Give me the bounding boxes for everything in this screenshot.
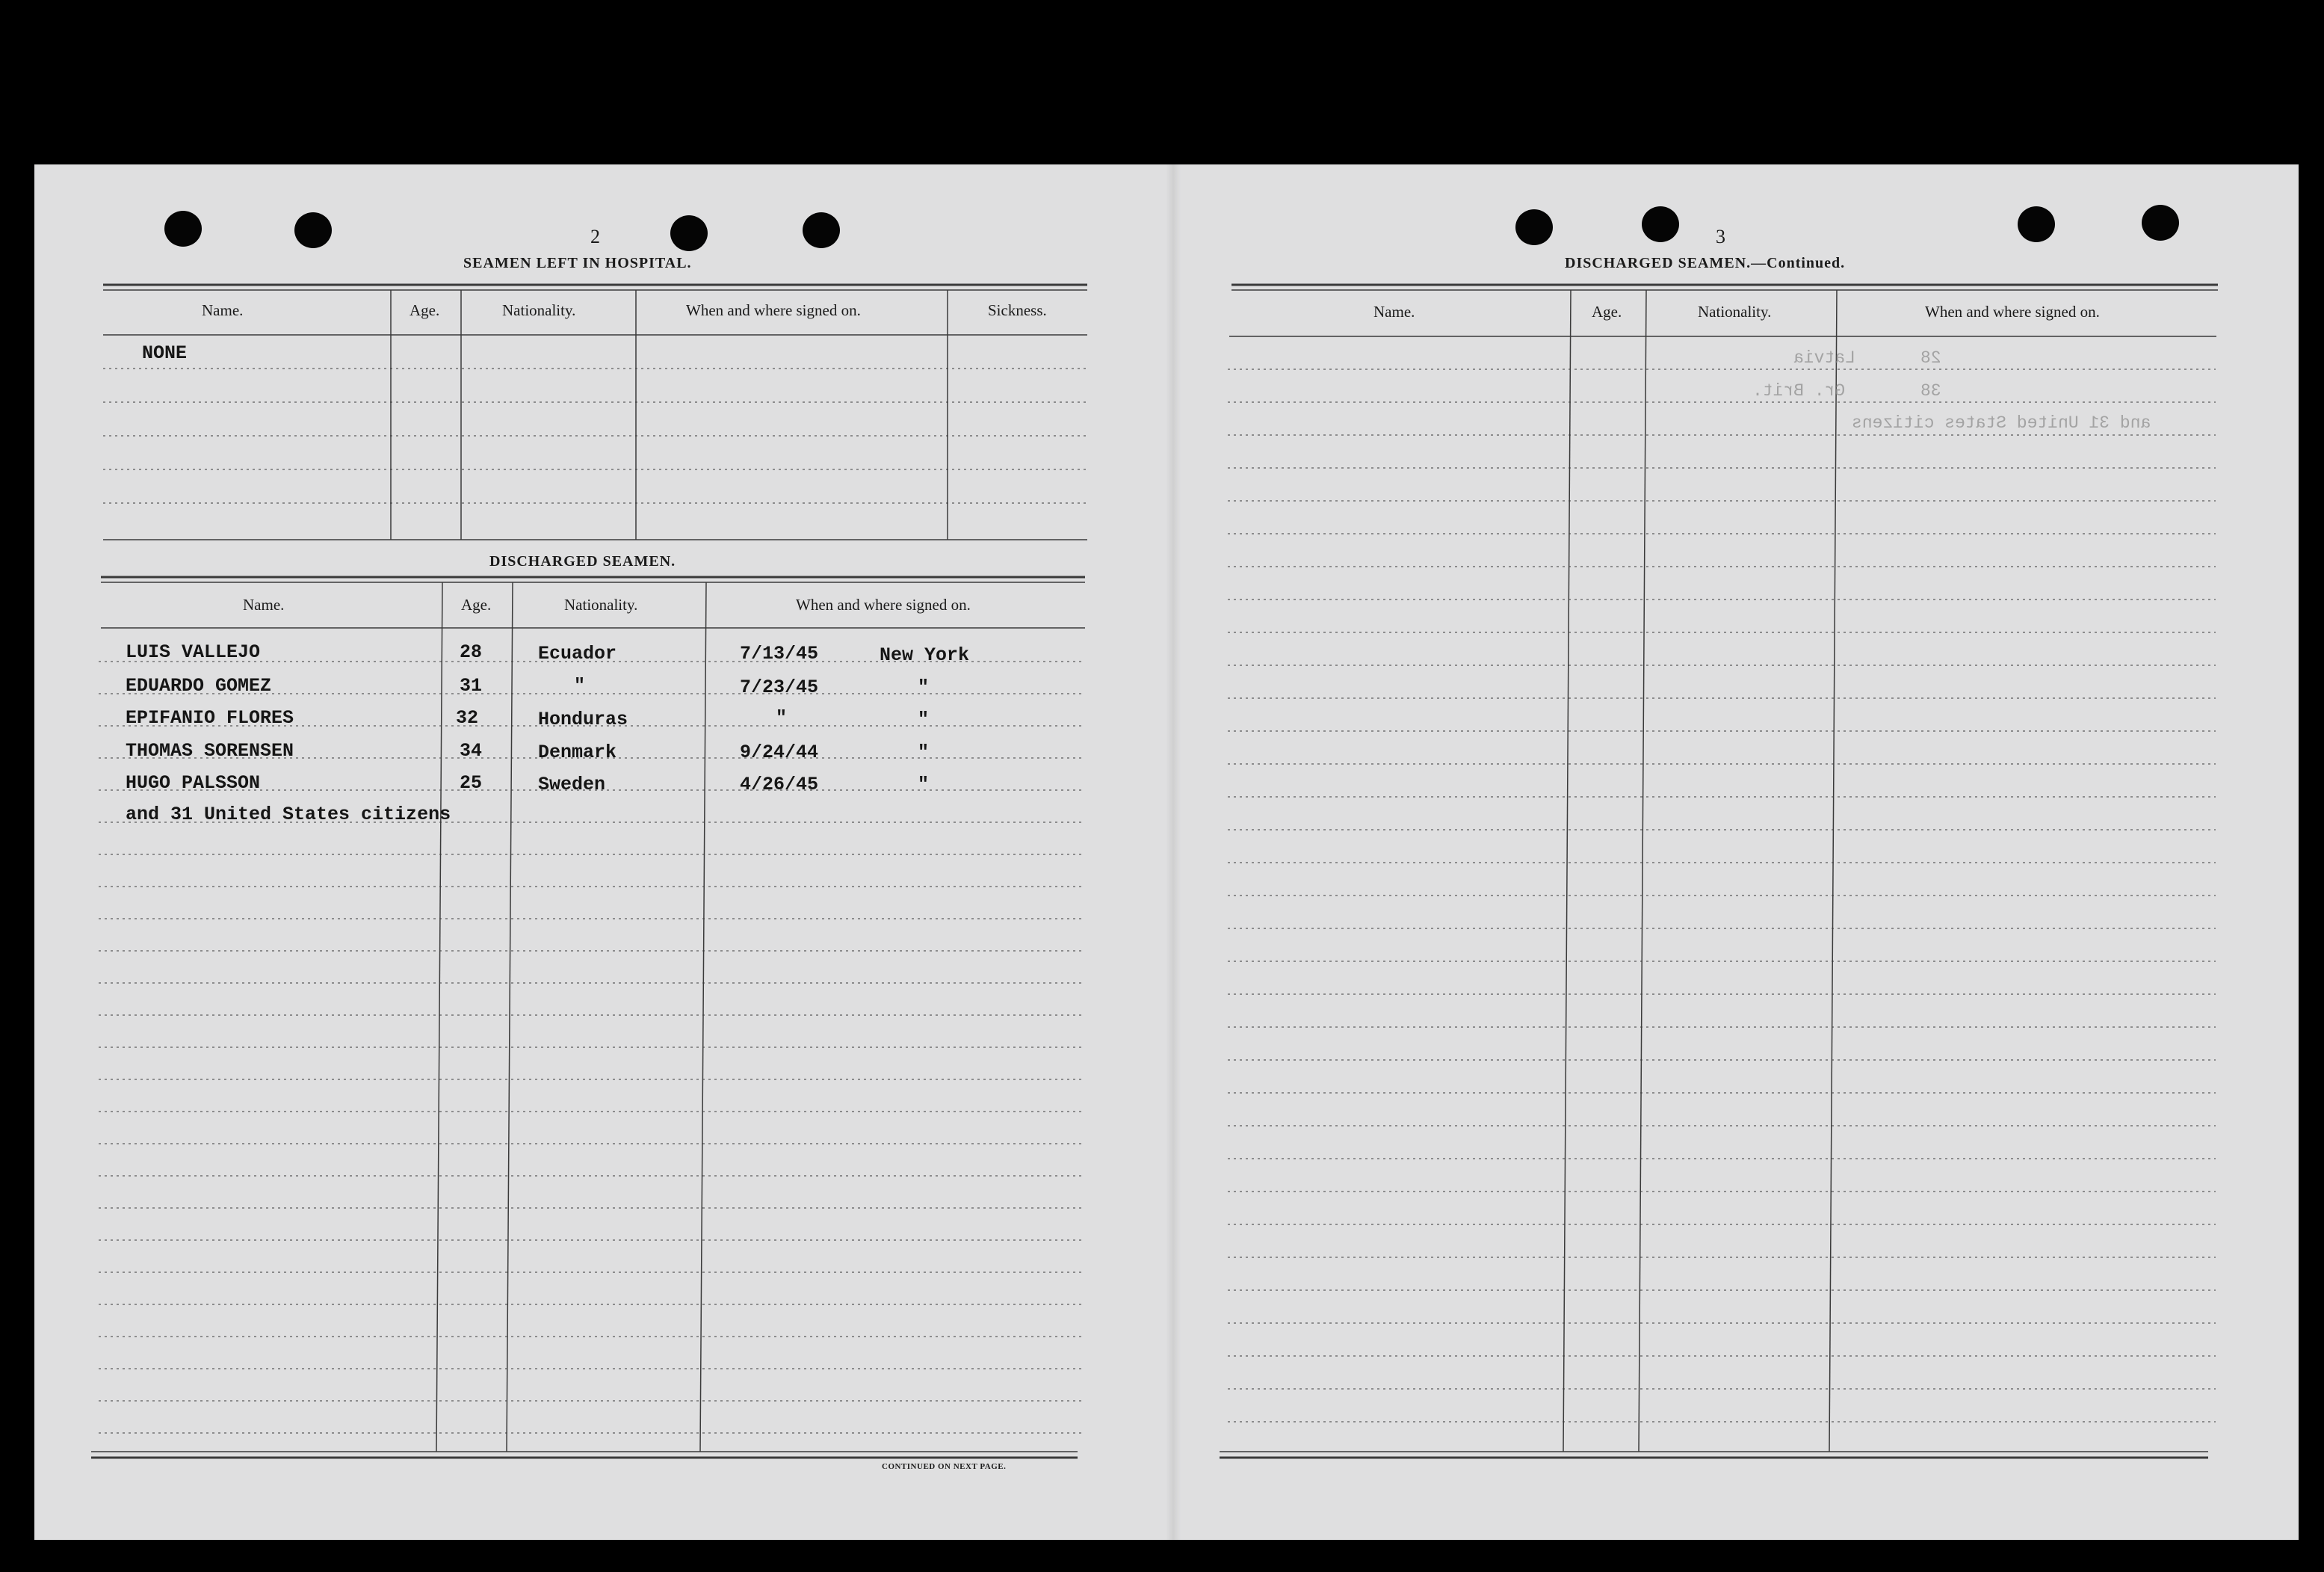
seaman-name: HUGO PALSSON [126, 772, 261, 794]
seaman-nationality: Honduras [538, 709, 628, 730]
seaman-signed-date: 7/23/45 [740, 676, 819, 698]
form-rule [1829, 290, 1837, 1452]
discharged-section-title: DISCHARGED SEAMEN. [489, 553, 676, 570]
discharged-col-name: Name. [243, 596, 285, 614]
right-col-signed-on: When and where signed on. [1925, 303, 2100, 321]
seaman-age: 28 [460, 641, 483, 663]
seaman-signed-place: " [918, 676, 930, 698]
bleed-through-text: 28 [1920, 348, 1941, 368]
seaman-age: 34 [460, 740, 483, 762]
hospital-col-signed-on: When and where signed on. [686, 301, 861, 319]
seaman-age: 32 [456, 707, 479, 729]
bleed-through-text: Latvia [1793, 348, 1855, 368]
right-section-title: DISCHARGED SEAMEN.—Continued. [1565, 255, 1846, 271]
discharged-col-age: Age. [461, 596, 492, 614]
bleed-through-text: 38 [1920, 381, 1941, 401]
bleed-through-text: and 31 United States citizens [1852, 413, 2151, 433]
seaman-nationality: Sweden [538, 774, 606, 795]
form-rule [1639, 290, 1646, 1452]
seaman-signed-date: 9/24/44 [740, 742, 819, 763]
discharged-col-nationality: Nationality. [564, 596, 638, 614]
seaman-age: 25 [460, 772, 483, 794]
seaman-signed-place: " [918, 774, 930, 795]
seaman-name: THOMAS SORENSEN [126, 740, 294, 762]
right-col-name: Name. [1373, 303, 1415, 321]
hospital-col-sickness: Sickness. [988, 301, 1047, 319]
continued-footer: CONTINUED ON NEXT PAGE. [882, 1462, 1007, 1471]
seaman-signed-date: " [776, 707, 788, 729]
seaman-name: EPIFANIO FLORES [126, 707, 294, 729]
right-col-nationality: Nationality. [1698, 303, 1772, 321]
form-rule [436, 582, 442, 1452]
seaman-name: EDUARDO GOMEZ [126, 675, 272, 697]
form-rule [1563, 290, 1571, 1452]
seaman-name: LUIS VALLEJO [126, 641, 261, 663]
hospital-col-name: Name. [202, 301, 244, 319]
form-rule [700, 582, 706, 1452]
hospital-col-nationality: Nationality. [502, 301, 576, 319]
seaman-nationality: Denmark [538, 742, 617, 763]
hospital-section-title: SEAMEN LEFT IN HOSPITAL. [463, 255, 692, 271]
seaman-signed-place: New York [880, 644, 970, 666]
hospital-entry: NONE [142, 342, 188, 364]
form-rule [507, 582, 513, 1452]
seaman-nationality: " [574, 675, 586, 697]
bleed-through-text: Gr. Brit. [1752, 381, 1846, 401]
citizens-trailer: and 31 United States citizens [126, 804, 451, 825]
right-page-number: 3 [1716, 226, 1725, 247]
seaman-signed-place: " [918, 742, 930, 763]
discharged-col-signed-on: When and where signed on. [796, 596, 971, 614]
right-col-age: Age. [1592, 303, 1622, 321]
seaman-signed-place: " [918, 709, 930, 730]
seaman-signed-date: 4/26/45 [740, 774, 819, 795]
seaman-nationality: Ecuador [538, 643, 617, 665]
left-page-number: 2 [590, 226, 600, 247]
seaman-age: 31 [460, 675, 483, 697]
seaman-signed-date: 7/13/45 [740, 643, 819, 665]
hospital-col-age: Age. [410, 301, 440, 319]
